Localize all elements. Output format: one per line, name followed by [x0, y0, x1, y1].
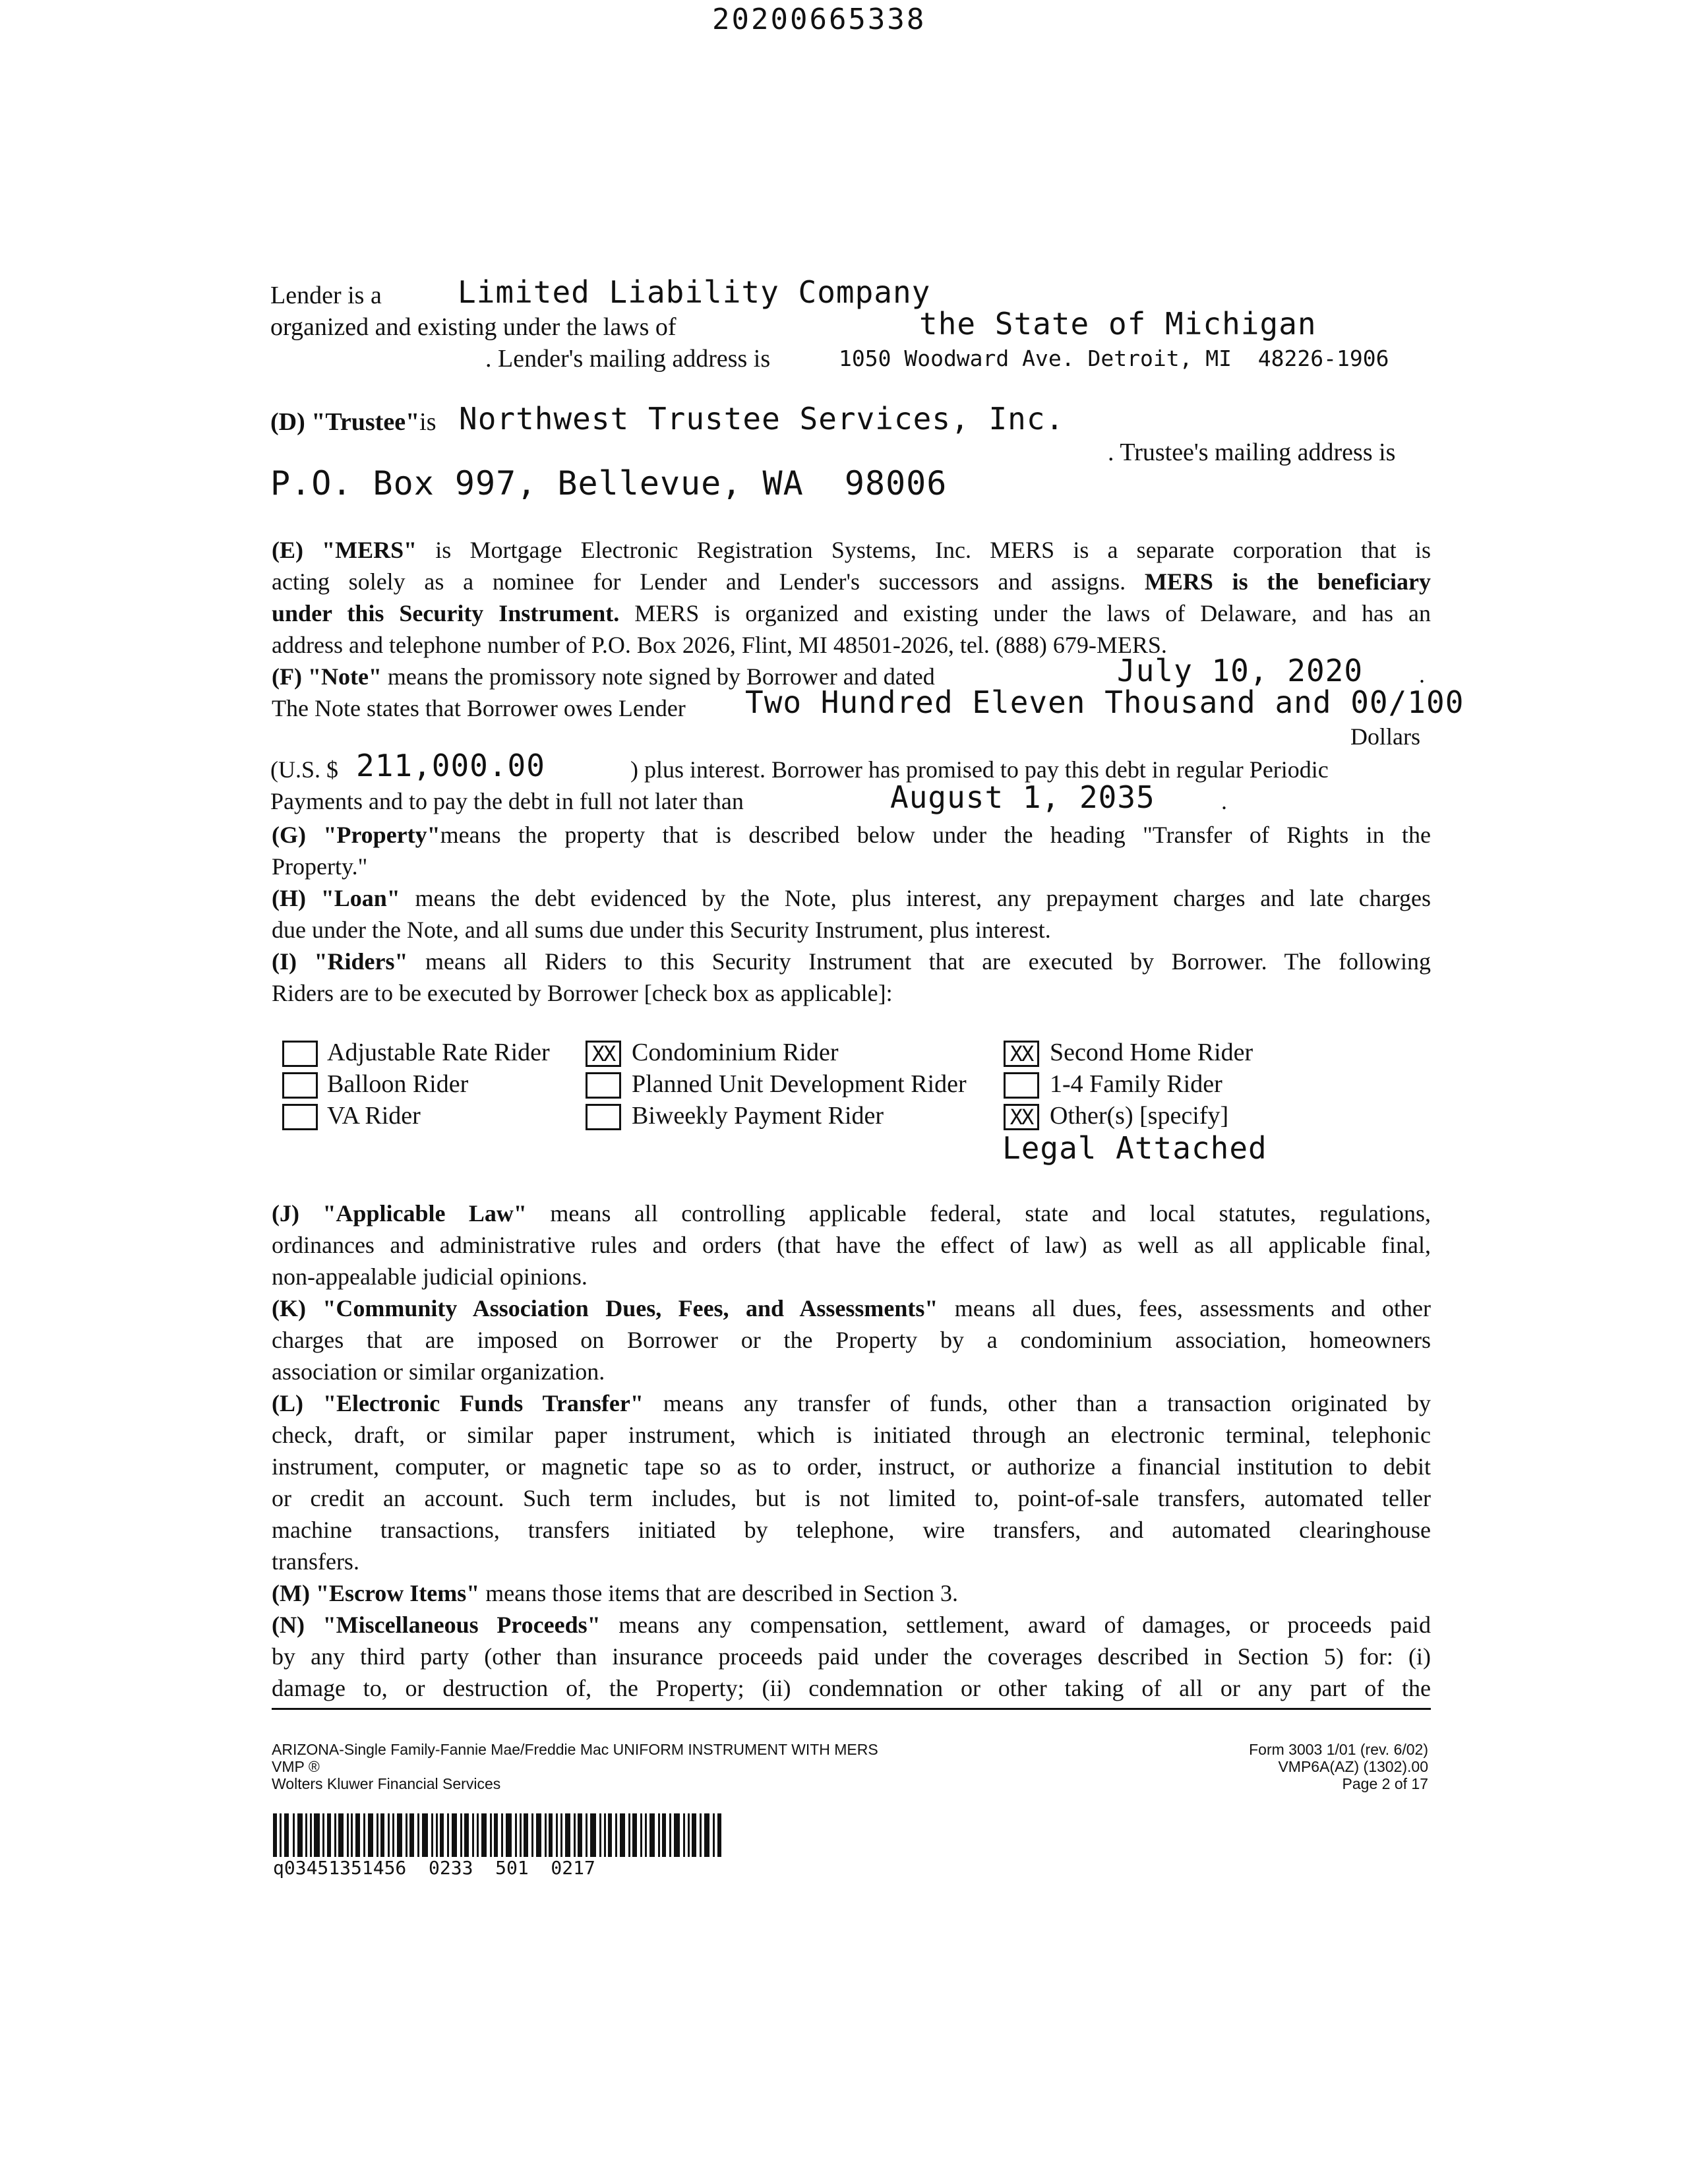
mers-line-4: address and telephone number of P.O. Box 2026, Flint, MI 48501-2026, tel. (888) 679-MERS. [272, 632, 1167, 658]
trustee-name: Northwest Trustee Services, Inc. [459, 401, 1065, 437]
applicable-law-line-3: non-appealable judicial opinions. [272, 1263, 588, 1290]
note-maturity: August 1, 2035 [890, 779, 1155, 815]
applicable-law-line-2: ordinances and administrative rules and orders (that have the effect of law) as well as all applicable final, [272, 1232, 1431, 1258]
loan-line-2: due under the Note, and all sums due under this Security Instrument, plus interest. [272, 917, 1051, 943]
misc-line-3: damage to, or destruction of, the Property; (ii) condemnation or other taking of all or any part of the [272, 1675, 1431, 1701]
eft-line-6: transfers. [272, 1548, 359, 1575]
label-other-rider: Other(s) [specify] [1050, 1102, 1229, 1130]
footer-vmp-code: VMP6A(AZ) (1302).00 [1278, 1758, 1428, 1775]
eft-line-2: check, draft, or similar paper instrument, which is initiated through an electronic terminal, telephonic [272, 1422, 1431, 1448]
note-line-1: (F) "Note" means the promissory note signed by Borrower and dated [272, 663, 935, 690]
footer-form-number: Form 3003 1/01 (rev. 6/02) [1249, 1741, 1428, 1758]
loan-line-1: (H) "Loan" means the debt evidenced by the Note, plus interest, any prepayment charges and late charges [272, 885, 1431, 911]
checkbox-1-4-family-rider[interactable] [1004, 1072, 1039, 1099]
label-va-rider: VA Rider [327, 1102, 421, 1130]
lender-mailing-address: 1050 Woodward Ave. Detroit, MI 48226-1906 [839, 346, 1389, 371]
eft-line-4: or credit an account. Such term includes, but is not limited to, point-of-sale transfers, automated teller [272, 1485, 1431, 1511]
note-dollars: Dollars [1350, 723, 1420, 750]
misc-line-2: by any third party (other than insurance proceeds paid under the coverages described in Section 5) for: (i) [272, 1643, 1431, 1670]
trustee-label [270, 408, 437, 437]
note-amount: 211,000.00 [356, 748, 545, 783]
lender-mailing-label: . Lender's mailing address is [485, 345, 771, 373]
property-line-1: (G) "Property"means the property that is described below under the heading "Transfer of Rights in the [272, 822, 1432, 848]
checkbox-second-home-rider[interactable]: XX [1004, 1041, 1039, 1067]
misc-line-1: (N) "Miscellaneous Proceeds" means any compensation, settlement, award of damages, or proceeds paid [272, 1612, 1431, 1638]
eft-line-1: (L) "Electronic Funds Transfer" means any transfer of funds, other than a transaction originated by [272, 1390, 1431, 1416]
lender-entity-type: Limited Liability Company [458, 274, 931, 310]
footer-vmp: VMP ® [272, 1758, 320, 1775]
label-1-4-family-rider: 1-4 Family Rider [1050, 1070, 1222, 1098]
community-line-3: association or similar organization. [272, 1358, 605, 1385]
note-line-3: ) plus interest. Borrower has promised to pay this debt in regular Periodic [630, 756, 1329, 783]
applicable-law-line-1: (J) "Applicable Law" means all controlling applicable federal, state and local statutes, regulations, [272, 1200, 1431, 1227]
label-balloon-rider: Balloon Rider [327, 1070, 469, 1098]
community-line-1: (K) "Community Association Dues, Fees, and Assessments" means all dues, fees, assessments and other [272, 1295, 1432, 1321]
label-second-home-rider: Second Home Rider [1050, 1039, 1253, 1066]
mers-line-3: under this Security Instrument. MERS is organized and existing under the laws of Delaware, and has an [272, 600, 1432, 626]
trustee-letter: (D) [270, 408, 305, 436]
note-date-period: . [1419, 661, 1425, 688]
lender-state: the State of Michigan [919, 306, 1317, 342]
checkbox-planned-unit-development-rider[interactable] [586, 1072, 621, 1099]
checkbox-biweekly-payment-rider[interactable] [586, 1104, 621, 1130]
mers-line-1: (E) "MERS" is Mortgage Electronic Registration Systems, Inc. MERS is a separate corporation that is [272, 537, 1431, 563]
footer-form-title: ARIZONA-Single Family-Fannie Mae/Freddie Mac UNIFORM INSTRUMENT WITH MERS [272, 1741, 878, 1758]
checkbox-va-rider[interactable] [282, 1104, 318, 1130]
lender-organized-label: organized and existing under the laws of [270, 313, 677, 341]
label-condominium-rider: Condominium Rider [632, 1039, 839, 1066]
trustee-is: is [419, 408, 437, 436]
note-maturity-period: . [1221, 788, 1227, 814]
note-amount-words: Two Hundred Eleven Thousand and 00/100 [745, 684, 1464, 720]
footer-publisher: Wolters Kluwer Financial Services [272, 1775, 501, 1792]
eft-line-5: machine transactions, transfers initiated by telephone, wire transfers, and automated clearinghouse [272, 1517, 1431, 1543]
lender-is-label: Lender is a [270, 282, 382, 309]
checkbox-condominium-rider[interactable]: XX [586, 1041, 621, 1067]
recording-number: 20200665338 [712, 3, 926, 36]
barcode [273, 1813, 724, 1857]
trustee-term: "Trustee" [311, 408, 420, 436]
trustee-address: P.O. Box 997, Bellevue, WA 98006 [270, 464, 948, 502]
riders-line-1: (I) "Riders" means all Riders to this Security Instrument that are executed by Borrower. The following [272, 948, 1432, 975]
eft-line-3: instrument, computer, or magnetic tape so as to order, instruct, or authorize a financial institution to debit [272, 1453, 1431, 1480]
escrow-line-1: (M) "Escrow Items" means those items that are described in Section 3. [272, 1580, 959, 1606]
label-biweekly-payment-rider: Biweekly Payment Rider [632, 1102, 884, 1130]
note-us-label: (U.S. $ [270, 756, 339, 783]
note-line-4: Payments and to pay the debt in full not later than [270, 788, 744, 814]
label-adjustable-rate-rider: Adjustable Rate Rider [327, 1039, 550, 1066]
checkbox-adjustable-rate-rider[interactable] [282, 1041, 318, 1067]
mers-line-2: acting solely as a nominee for Lender and Lender's successors and assigns. MERS is the beneficiary [272, 568, 1431, 595]
footer-page-number: Page 2 of 17 [1342, 1775, 1428, 1792]
note-line-2: The Note states that Borrower owes Lender [272, 695, 686, 721]
other-specify-value: Legal Attached [1002, 1130, 1267, 1166]
barcode-text: q03451351456 0233 501 0217 [273, 1857, 595, 1879]
community-line-2: charges that are imposed on Borrower or the Property by a condominium association, homeowners [272, 1327, 1431, 1353]
riders-line-2: Riders are to be executed by Borrower [check box as applicable]: [272, 980, 893, 1006]
footer-rule [272, 1708, 1431, 1710]
trustee-mailing-label: . Trustee's mailing address is [1108, 439, 1396, 466]
checkbox-other-rider[interactable]: XX [1004, 1104, 1039, 1130]
note-date: July 10, 2020 [1117, 653, 1364, 688]
property-line-2: Property." [272, 853, 368, 880]
checkbox-balloon-rider[interactable] [282, 1072, 318, 1099]
label-planned-unit-development-rider: Planned Unit Development Rider [632, 1070, 967, 1098]
